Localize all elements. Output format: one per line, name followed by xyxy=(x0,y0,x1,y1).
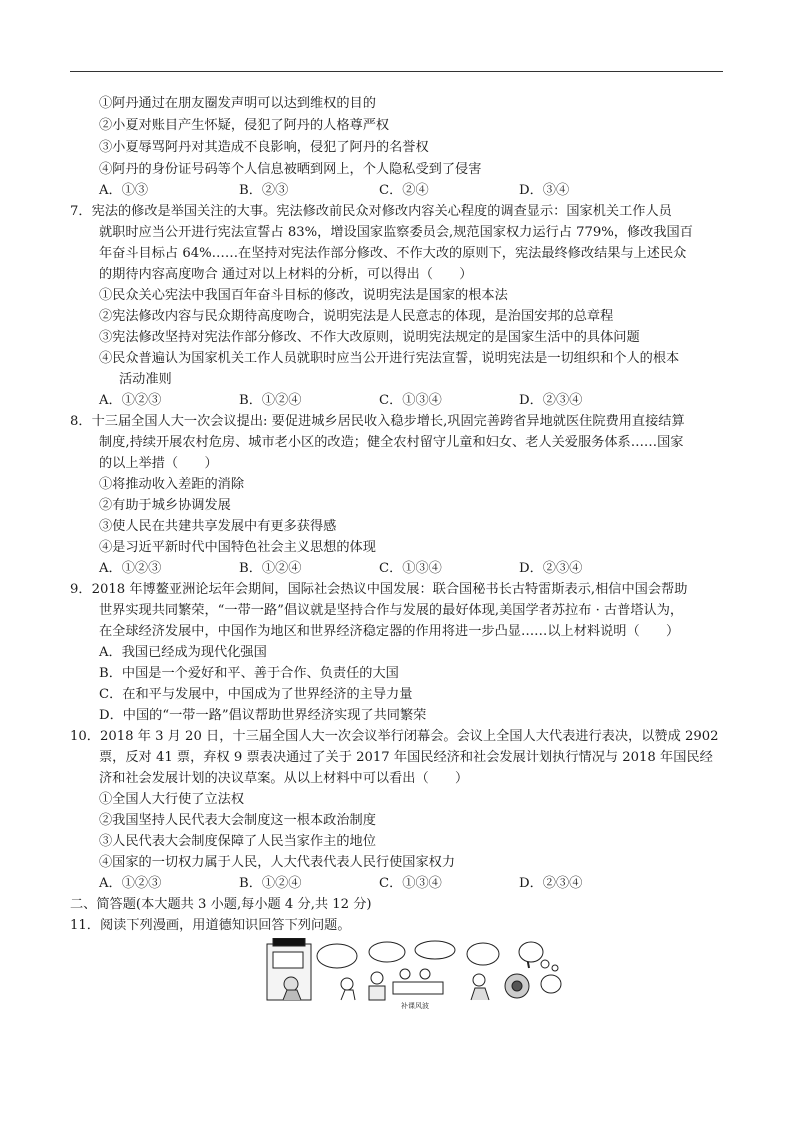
q9-option-c[interactable]: C．在和平与发展中，中国成为了世界经济的主导力量 xyxy=(99,687,413,702)
q7-option-d[interactable]: D．②③④ xyxy=(519,393,583,408)
q6-options xyxy=(99,181,659,201)
q9-stem-1: 9．2018 年博鳌亚洲论坛年会期间，国际社会热议中国发展：联合国秘书长古特雷斯表示,相信中国会帮助 xyxy=(70,582,688,597)
q8-statement-2: ②有助于城乡协调发展 xyxy=(99,498,231,513)
q8-options xyxy=(99,559,659,579)
cartoon-illustration xyxy=(265,938,565,1010)
q8-option-a[interactable]: A．①②③ xyxy=(99,561,162,576)
q7-stem-2: 就职时应当公开进行宪法宣誓占 83%，增设国家监察委员会,规范国家权力运行占 779%，修改我国百 xyxy=(99,225,693,240)
q8-statement-3: ③使人民在共建共享发展中有更多获得感 xyxy=(99,519,337,534)
q10-stem-3: 济和社会发展计划的决议草案。从以上材料中可以看出（ ） xyxy=(99,771,469,786)
q7-statement-4: ④民众普遍认为国家机关工作人员就职时应当公开进行宪法宣誓，说明宪法是一切组织和个人的根本 xyxy=(99,351,680,366)
q11-stem: 11．阅读下列漫画，用道德知识回答下列问题。 xyxy=(70,918,351,933)
q10-statement-1: ①全国人大行使了立法权 xyxy=(99,792,245,807)
q6-statement-4: ④阿丹的身份证号码等个人信息被晒到网上，个人隐私受到了侵害 xyxy=(99,162,482,177)
q10-statement-4: ④国家的一切权力属于人民，人大代表代表人民行使国家权力 xyxy=(99,855,456,870)
q8-statement-4: ④是习近平新时代中国特色社会主义思想的体现 xyxy=(99,540,376,555)
q7-stem-4: 的期待内容高度吻合 通过对以上材料的分析，可以得出（ ） xyxy=(99,267,473,282)
header-rule xyxy=(70,71,723,72)
q6-statement-1: ①阿丹通过在朋友圈发声明可以达到维权的目的 xyxy=(99,96,376,111)
q8-stem-3: 的以上举措（ ） xyxy=(99,456,218,471)
q10-option-b[interactable]: B．①②④ xyxy=(239,876,302,891)
q8-option-d[interactable]: D．②③④ xyxy=(519,561,583,576)
q6-option-c[interactable]: C．②④ xyxy=(379,183,429,198)
q8-statement-1: ①将推动收入差距的消除 xyxy=(99,477,245,492)
q9-option-b[interactable]: B．中国是一个爱好和平、善于合作、负责任的大国 xyxy=(99,666,399,681)
q8-option-c[interactable]: C．①③④ xyxy=(379,561,442,576)
q6-option-d[interactable]: D．③④ xyxy=(519,183,570,198)
q7-options xyxy=(99,391,659,411)
q9-option-a[interactable]: A．我国已经成为现代化强国 xyxy=(99,645,267,660)
q8-stem-2: 制度,持续开展农村危房、城市老小区的改造；健全农村留守儿童和妇女、老人关爱服务体系……国家 xyxy=(99,435,684,450)
q10-option-c[interactable]: C．①③④ xyxy=(379,876,442,891)
q10-option-d[interactable]: D．②③④ xyxy=(519,876,583,891)
q10-statement-3: ③人民代表大会制度保障了人民当家作主的地位 xyxy=(99,834,376,849)
q10-stem-1: 10．2018 年 3 月 20 日，十三届全国人大一次会议举行闭幕会。会议上全国人大代表进行表决，以赞成 2902 xyxy=(70,729,719,744)
q9-stem-2: 世界实现共同繁荣，“一带一路”倡议就是坚持合作与发展的最好体现,美国学者苏拉布 · 古普塔认为， xyxy=(99,603,684,618)
q7-stem-1: 7．宪法的修改是举国关注的大事。宪法修改前民众对修改内容关心程度的调查显示：国家机关工作人员 xyxy=(70,204,672,219)
q10-option-a[interactable]: A．①②③ xyxy=(99,876,162,891)
q10-options xyxy=(99,874,659,894)
q6-statement-3: ③小夏辱骂阿丹对其造成不良影响，侵犯了阿丹的名誉权 xyxy=(99,140,429,155)
q10-stem-2: 票，反对 41 票，弃权 9 票表决通过了关于 2017 年国民经济和社会发展计划执行情况与 2018 年国民经 xyxy=(99,750,713,765)
q9-stem-3: 在全球经济发展中，中国作为地区和世界经济稳定器的作用将进一步凸显……以上材料说明（ ） xyxy=(99,624,680,639)
q7-stem-3: 年奋斗目标占 64%……在坚持对宪法作部分修改、不作大改的原则下，宪法最终修改结果与上述民众 xyxy=(99,246,687,261)
q6-statement-2: ②小夏对账目产生怀疑，侵犯了阿丹的人格尊严权 xyxy=(99,118,390,133)
q8-option-b[interactable]: B．①②④ xyxy=(239,561,302,576)
q7-statement-4-cont: 活动准则 xyxy=(119,372,172,387)
q7-option-b[interactable]: B．①②④ xyxy=(239,393,302,408)
q10-statement-2: ②我国坚持人民代表大会制度这一根本政治制度 xyxy=(99,813,376,828)
q6-option-b[interactable]: B．②③ xyxy=(239,183,289,198)
cartoon-caption: 补课风波 xyxy=(401,1002,429,1010)
q7-statement-1: ①民众关心宪法中我国百年奋斗目标的修改，说明宪法是国家的根本法 xyxy=(99,288,508,303)
q6-option-a[interactable]: A．①③ xyxy=(99,183,149,198)
q7-option-a[interactable]: A．①②③ xyxy=(99,393,162,408)
q9-option-d[interactable]: D．中国的“一带一路”倡议帮助世界经济实现了共同繁荣 xyxy=(99,708,427,723)
q7-statement-3: ③宪法修改坚持对宪法作部分修改、不作大改原则，说明宪法规定的是国家生活中的具体问题 xyxy=(99,330,640,345)
section-2-heading: 二、简答题(本大题共 3 小题,每小题 4 分,共 12 分) xyxy=(70,897,372,912)
q7-option-c[interactable]: C．①③④ xyxy=(379,393,442,408)
q7-statement-2: ②宪法修改内容与民众期待高度吻合，说明宪法是人民意志的体现，是治国安邦的总章程 xyxy=(99,309,614,324)
q8-stem-1: 8．十三届全国人大一次会议提出: 要促进城乡居民收入稳步增长,巩固完善跨省异地就医住院费用直接结算 xyxy=(70,414,685,429)
